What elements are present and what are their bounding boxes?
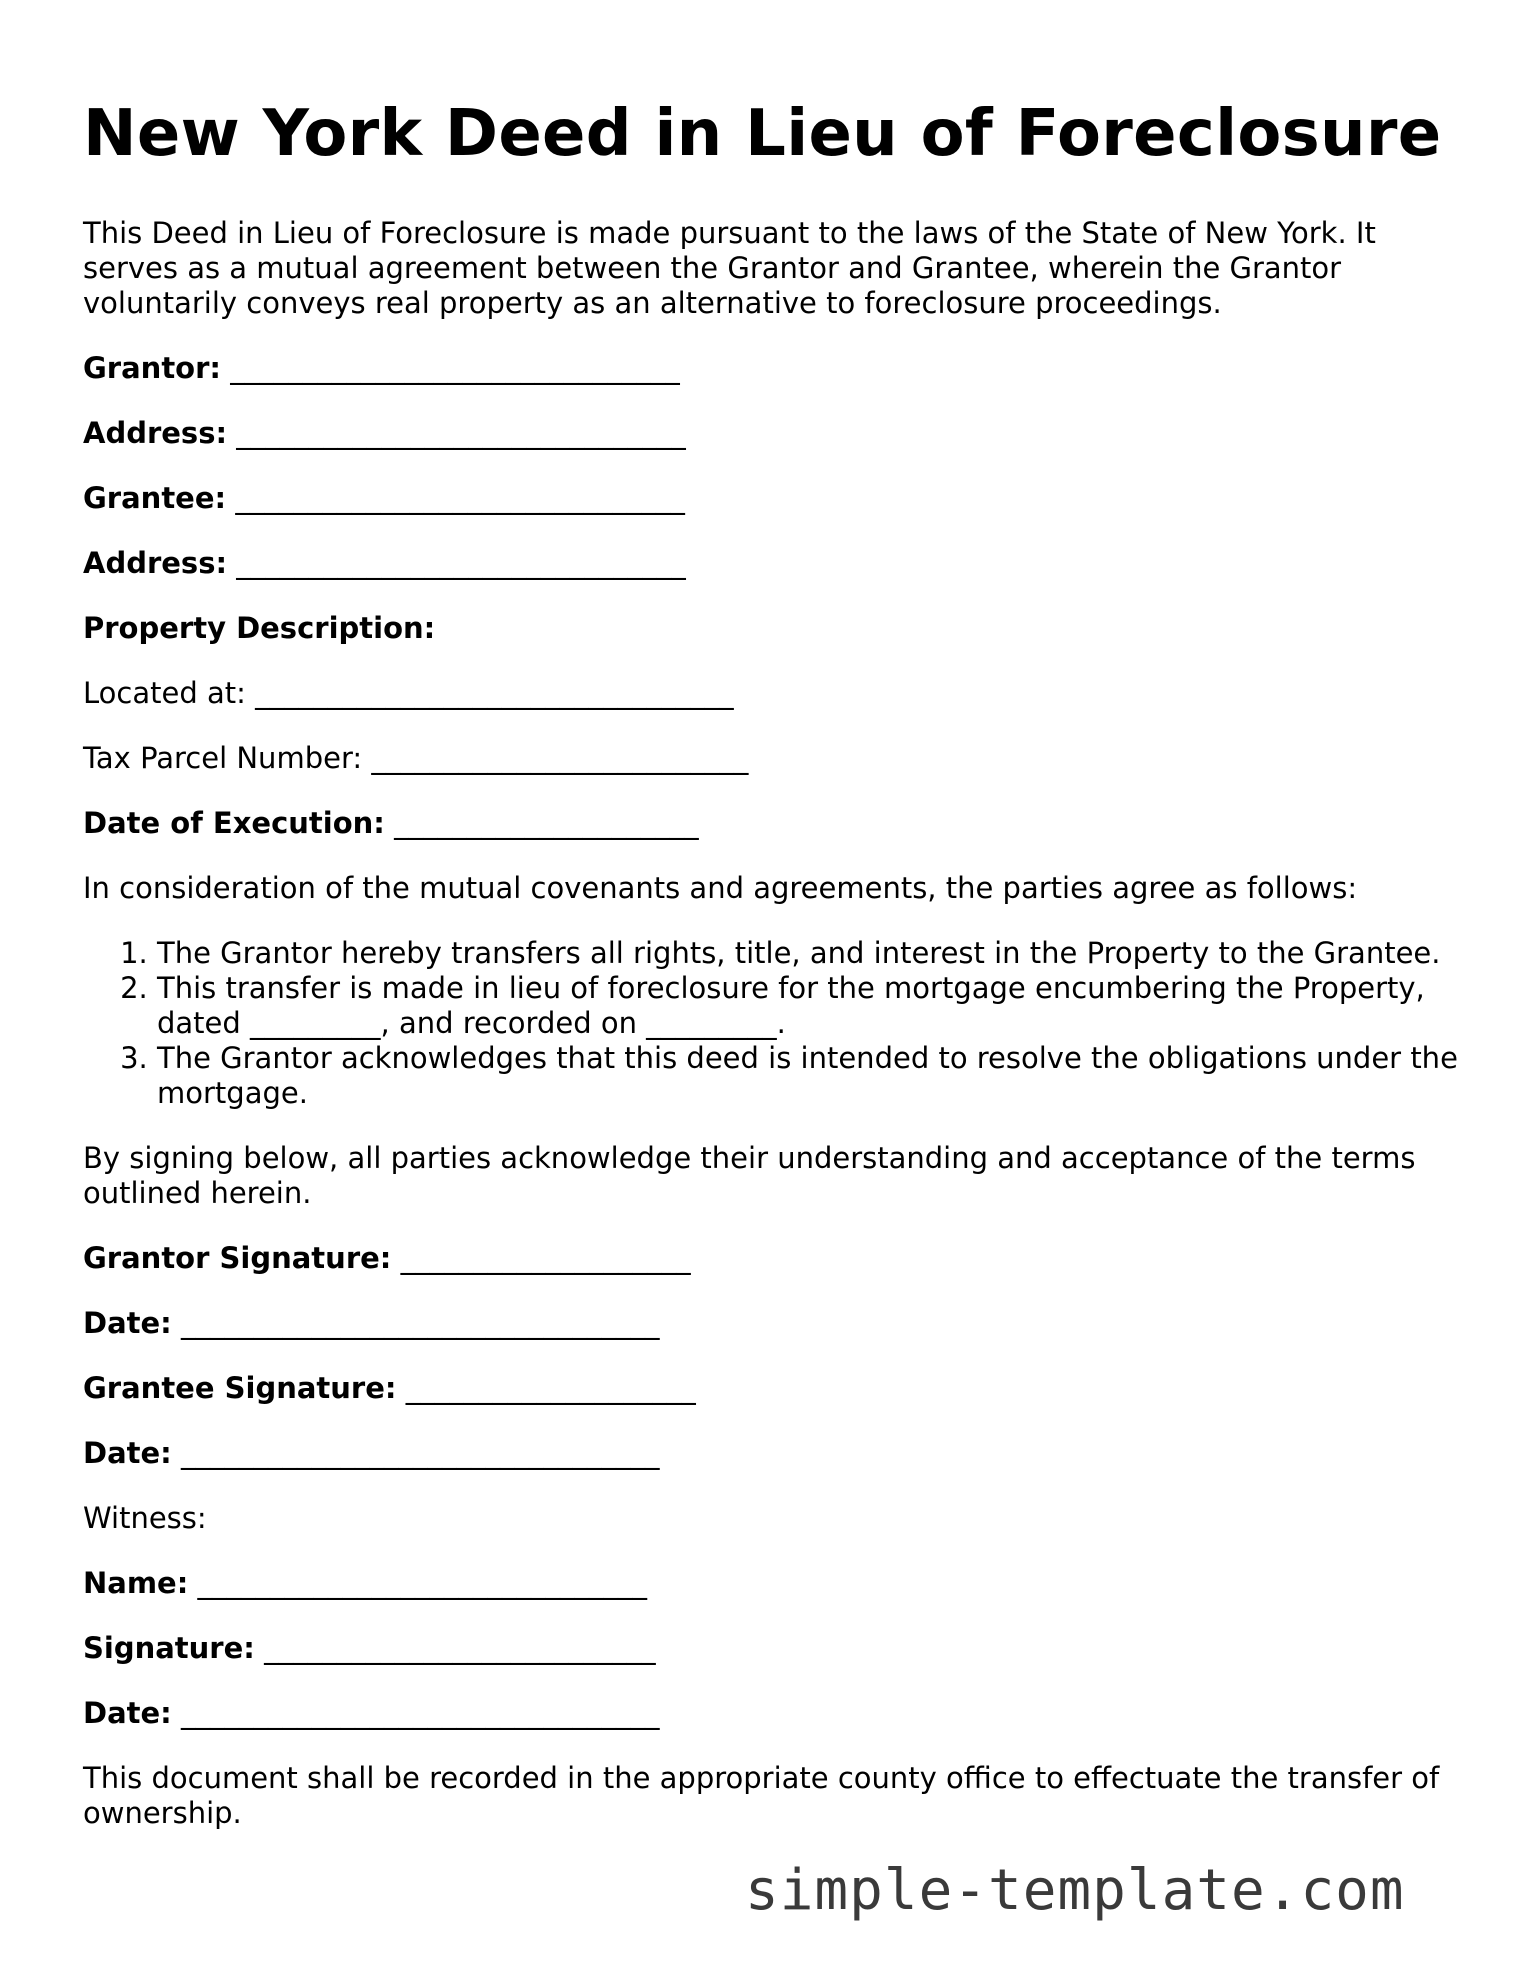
- witness-signature-field: [83, 1631, 1463, 1666]
- list-item: 2. This transfer is made in lieu of foreclosure for the mortgage encumbering the Property, dated _________, and recorded on _________.: [157, 971, 1463, 1041]
- grantor-date-field: [83, 1306, 1463, 1341]
- witness-name-blank[interactable]: _______________________________: [197, 1566, 648, 1600]
- grantor-field: [83, 351, 1463, 386]
- property-description-label: Property Description:: [83, 611, 436, 645]
- list-item: 3. The Grantor acknowledges that this deed is intended to resolve the obligations under the mortgage.: [157, 1041, 1463, 1111]
- grantee-date-blank[interactable]: _________________________________: [181, 1436, 660, 1470]
- witness-name-field: [83, 1566, 1463, 1601]
- terms-list: [83, 936, 1463, 1111]
- grantee-blank[interactable]: _______________________________: [235, 481, 685, 515]
- witness-date-label: Date:: [83, 1696, 172, 1730]
- grantee-signature-field: [83, 1371, 1463, 1406]
- acknowledgement-paragraph: By signing below, all parties acknowledge their understanding and acceptance of the terms outlined herein.: [83, 1141, 1416, 1210]
- document-title: New York Deed in Lieu of Foreclosure: [83, 97, 1442, 171]
- grantee-date-label: Date:: [83, 1436, 172, 1470]
- grantor-signature-blank[interactable]: ____________________: [400, 1241, 691, 1275]
- tax-parcel-blank[interactable]: __________________________: [371, 741, 749, 775]
- witness-heading: [83, 1501, 1463, 1536]
- grantor-signature-label: Grantor Signature:: [83, 1241, 392, 1275]
- grantee-address-field: [83, 546, 1463, 581]
- execution-date-label: Date of Execution:: [83, 806, 385, 840]
- execution-date-blank[interactable]: _____________________: [394, 806, 699, 840]
- witness-date-blank[interactable]: _________________________________: [181, 1696, 660, 1730]
- grantor-date-blank[interactable]: _________________________________: [181, 1306, 660, 1340]
- grantee-field: [83, 481, 1463, 516]
- witness-name-label: Name:: [83, 1566, 189, 1600]
- grantor-address-blank[interactable]: _______________________________: [236, 416, 686, 450]
- document-page: [83, 96, 1463, 1861]
- grantee-address-blank[interactable]: _______________________________: [236, 546, 686, 580]
- closing-paragraph: This document shall be recorded in the appropriate county office to effectuate the transfer of ownership.: [83, 1761, 1440, 1830]
- grantor-signature-field: [83, 1241, 1463, 1276]
- grantee-signature-blank[interactable]: ____________________: [405, 1371, 696, 1405]
- execution-date-field: [83, 806, 1463, 841]
- grantor-address-label: Address:: [83, 416, 228, 450]
- grantee-address-label: Address:: [83, 546, 228, 580]
- site-watermark: simple-template.com: [745, 1858, 1405, 1923]
- located-at-label: Located at:: [83, 676, 246, 710]
- grantee-signature-label: Grantee Signature:: [83, 1371, 397, 1405]
- grantee-label: Grantee:: [83, 481, 227, 515]
- witness-signature-blank[interactable]: ___________________________: [264, 1631, 656, 1665]
- grantee-date-field: [83, 1436, 1463, 1471]
- witness-label: Witness:: [83, 1501, 207, 1535]
- witness-date-field: [83, 1696, 1463, 1731]
- grantor-address-field: [83, 416, 1463, 451]
- tax-parcel-label: Tax Parcel Number:: [83, 741, 363, 775]
- located-at-blank[interactable]: _________________________________: [255, 676, 734, 710]
- property-description-heading: [83, 611, 1463, 646]
- intro-paragraph: This Deed in Lieu of Foreclosure is made pursuant to the laws of the State of New York. It serves as a mutual agreement between the Grantor and Grantee, wherein the Grantor voluntarily conveys real property as an alternative to foreclosure proceedings.: [83, 216, 1376, 320]
- witness-signature-label: Signature:: [83, 1631, 255, 1665]
- grantor-date-label: Date:: [83, 1306, 172, 1340]
- consideration-paragraph: In consideration of the mutual covenants and agreements, the parties agree as follows:: [83, 871, 1358, 905]
- grantor-blank[interactable]: _______________________________: [230, 351, 680, 385]
- located-at-field: [83, 676, 1463, 711]
- list-item: 1. The Grantor hereby transfers all rights, title, and interest in the Property to the Grantee.: [157, 936, 1463, 971]
- tax-parcel-field: [83, 741, 1463, 776]
- grantor-label: Grantor:: [83, 351, 222, 385]
